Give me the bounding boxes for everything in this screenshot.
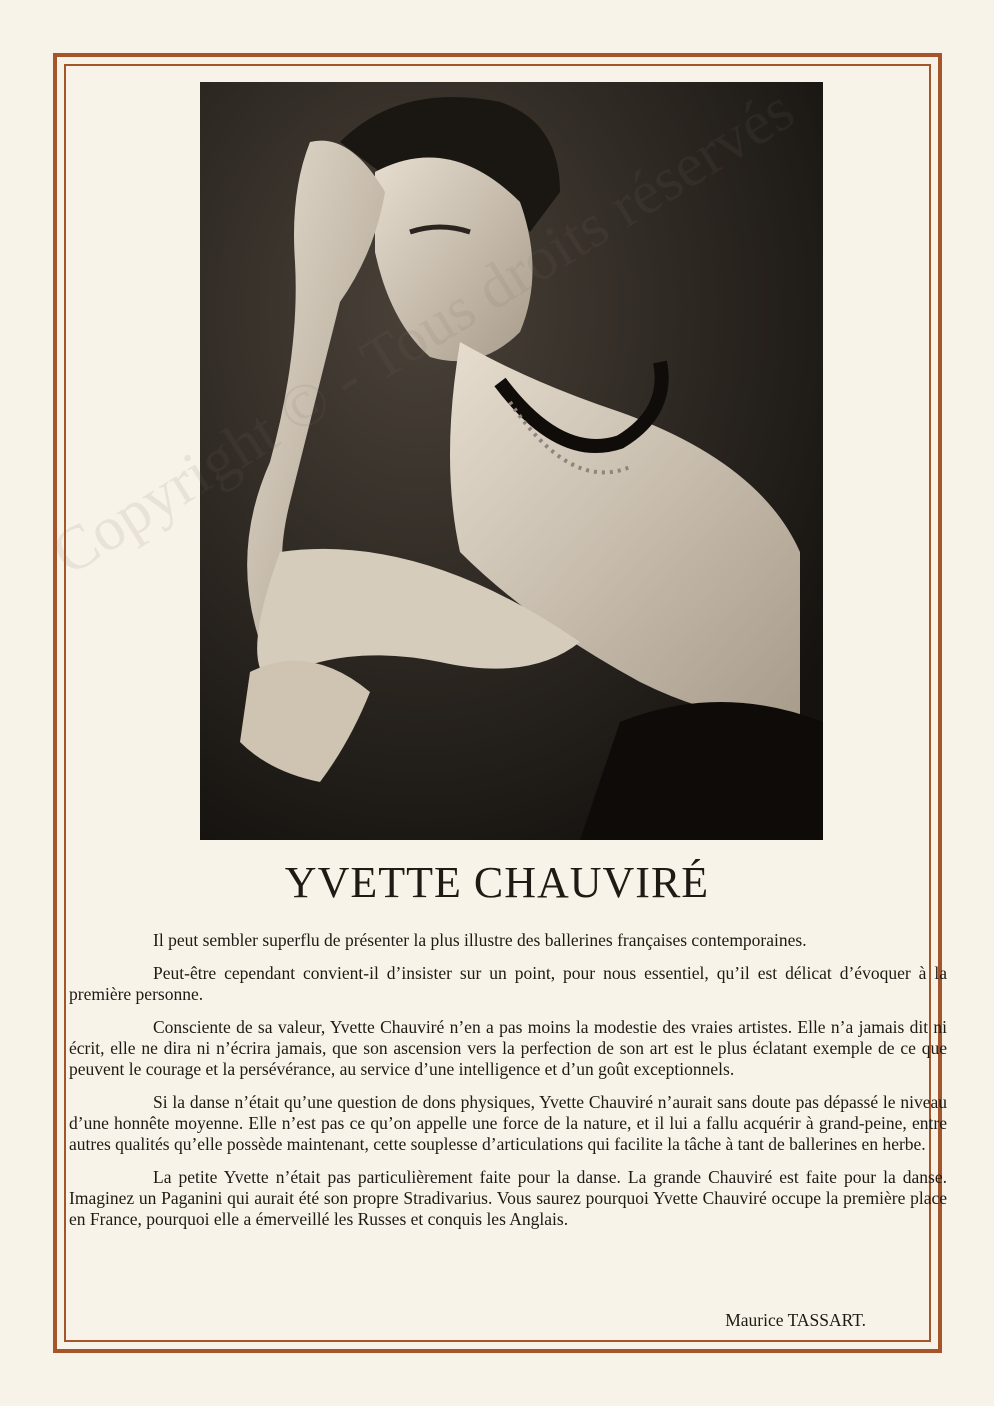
- article-body: [69, 930, 947, 1242]
- copyright-watermark: Copyright: [40, 397, 290, 589]
- paragraph: Si la danse n’était qu’une question de dons physiques, Yvette Chauviré n’aurait sans doute pas dépassé le niveau d’une honnête moyenne. Elle n’est pas ce qu’on appelle une force de la nature, et il lui a fallu acquérir à grand-peine, entre autres qualités qu’elle possède maintenant, cette souplesse d’articulations qui facilite la tâche à tant de ballerines en herbe.: [69, 1092, 947, 1154]
- portrait-photo: [200, 82, 823, 840]
- author-signature: Maurice TASSART.: [725, 1310, 866, 1330]
- page-title: YVETTE CHAUVIRÉ: [284, 858, 710, 907]
- paragraph: Peut-être cependant convient-il d’insister sur un point, pour nous essentiel, qu’il est délicat d’évoquer à la première personne.: [69, 963, 947, 1004]
- paragraph: La petite Yvette n’était pas particulièrement faite pour la danse. La grande Chauviré est faite pour la danse. Imaginez un Paganini qui aurait été son propre Stradivarius. Vous saurez pourquoi Yvette Chauviré occupe la première place en France, pourquoi elle a émerveillé les Russes et conquis les Anglais.: [69, 1167, 947, 1229]
- paragraph: Il peut sembler superflu de présenter la plus illustre des ballerines françaises contemporaines.: [153, 930, 807, 950]
- paragraph: Consciente de sa valeur, Yvette Chauviré n’en a pas moins la modestie des vraies artistes. Elle n’a jamais dit ni écrit, elle ne dira ni n’écrira jamais, que son ascension vers la perfection de son art est le plus éclatant exemple de ce que peuvent le courage et la persévérance, au service d’une intelligence et d’un goût exceptionnels.: [69, 1017, 947, 1079]
